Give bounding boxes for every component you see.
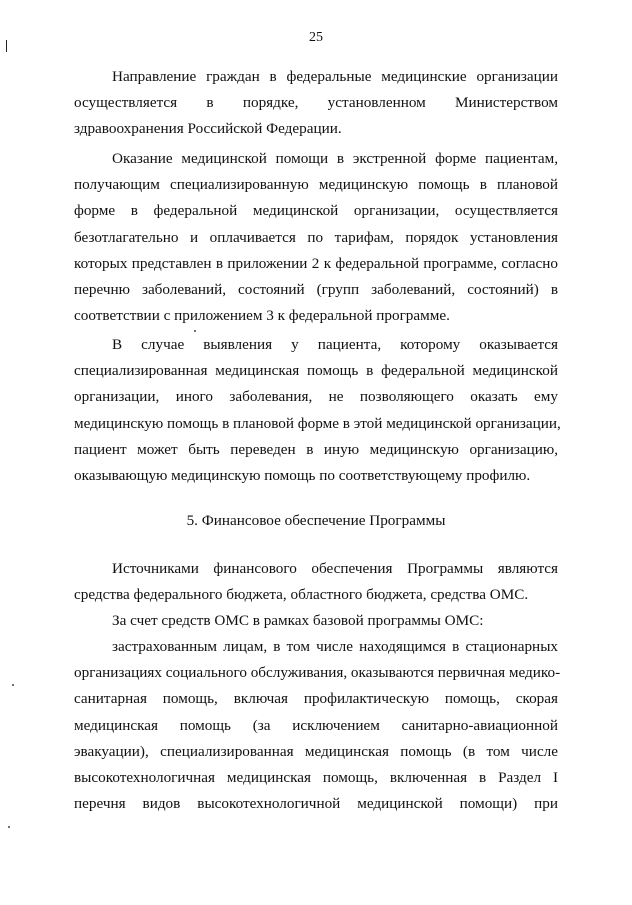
text-line: В случае выявления у пациента, которому оказывается <box>112 336 558 353</box>
text-line: Оказание медицинской помощи в экстренной форме пациентам, <box>112 150 558 167</box>
scan-speck <box>194 330 196 332</box>
text-line: осуществляется в порядке, установленном Министерством <box>74 94 558 112</box>
text-line: Источниками финансового обеспечения Программы являются <box>112 560 558 577</box>
text-line: Направление граждан в федеральные медицинские организации <box>112 68 558 85</box>
text-line: эвакуации), специализированная медицинская помощь (в том числе <box>74 742 558 760</box>
text-line: пациент может быть переведен в иную медицинскую организацию, <box>74 440 558 458</box>
text-line: медицинская помощь (за исключением санитарно-авиационной <box>74 716 558 734</box>
text-line: организации, иного заболевания, не позволяющего оказать ему <box>74 388 558 406</box>
scan-speck <box>8 826 10 828</box>
paragraph <box>74 64 558 143</box>
paragraph <box>74 146 558 329</box>
text-line: которых представлен в приложении 2 к федеральной программе, согласно <box>74 254 558 272</box>
scan-mark <box>6 40 7 52</box>
text-line: За счет средств ОМС в рамках базовой программы ОМС: <box>112 612 484 629</box>
text-line: застрахованным лицам, в том числе находящимся в стационарных <box>112 638 558 655</box>
text-line: форме в федеральной медицинской организации, осуществляется <box>74 202 558 220</box>
text-line: организациях социального обслуживания, оказываются первичная медико- <box>74 664 561 682</box>
text-line: получающим специализированную медицинскую помощь в плановой <box>74 176 558 194</box>
text-line: санитарная помощь, включая профилактическую помощь, скорая <box>74 690 558 708</box>
text-line: средства федерального бюджета, областного бюджета, средства ОМС. <box>74 586 529 604</box>
text-line: безотлагательно и оплачивается по тарифам, порядок установления <box>74 228 558 246</box>
scan-speck <box>12 684 14 686</box>
text-line: оказывающую медицинскую помощь по соответствующему профилю. <box>74 466 531 484</box>
text-line: соответствии с приложением 3 к федеральной программе. <box>74 307 450 325</box>
section-heading: 5. Финансовое обеспечение Программы <box>186 512 446 529</box>
paragraph <box>74 608 558 634</box>
text-line: перечня видов высокотехнологичной медицинской помощи) при <box>74 795 558 813</box>
text-line: специализированная медицинская помощь в федеральной медицинской <box>74 362 558 380</box>
text-line: высокотехнологичная медицинская помощь, включенная в Раздел I <box>74 768 558 786</box>
text-line: медицинскую помощь в плановой форме в этой медицинской организации, <box>74 414 561 432</box>
text-line: здравоохранения Российской Федерации. <box>74 120 342 138</box>
paragraph <box>74 556 558 608</box>
text-line: перечню заболеваний, состояний (групп заболеваний, состояний) в <box>74 280 558 298</box>
paragraph <box>74 332 561 489</box>
page-number: 25 <box>309 30 323 45</box>
paragraph <box>74 634 561 817</box>
